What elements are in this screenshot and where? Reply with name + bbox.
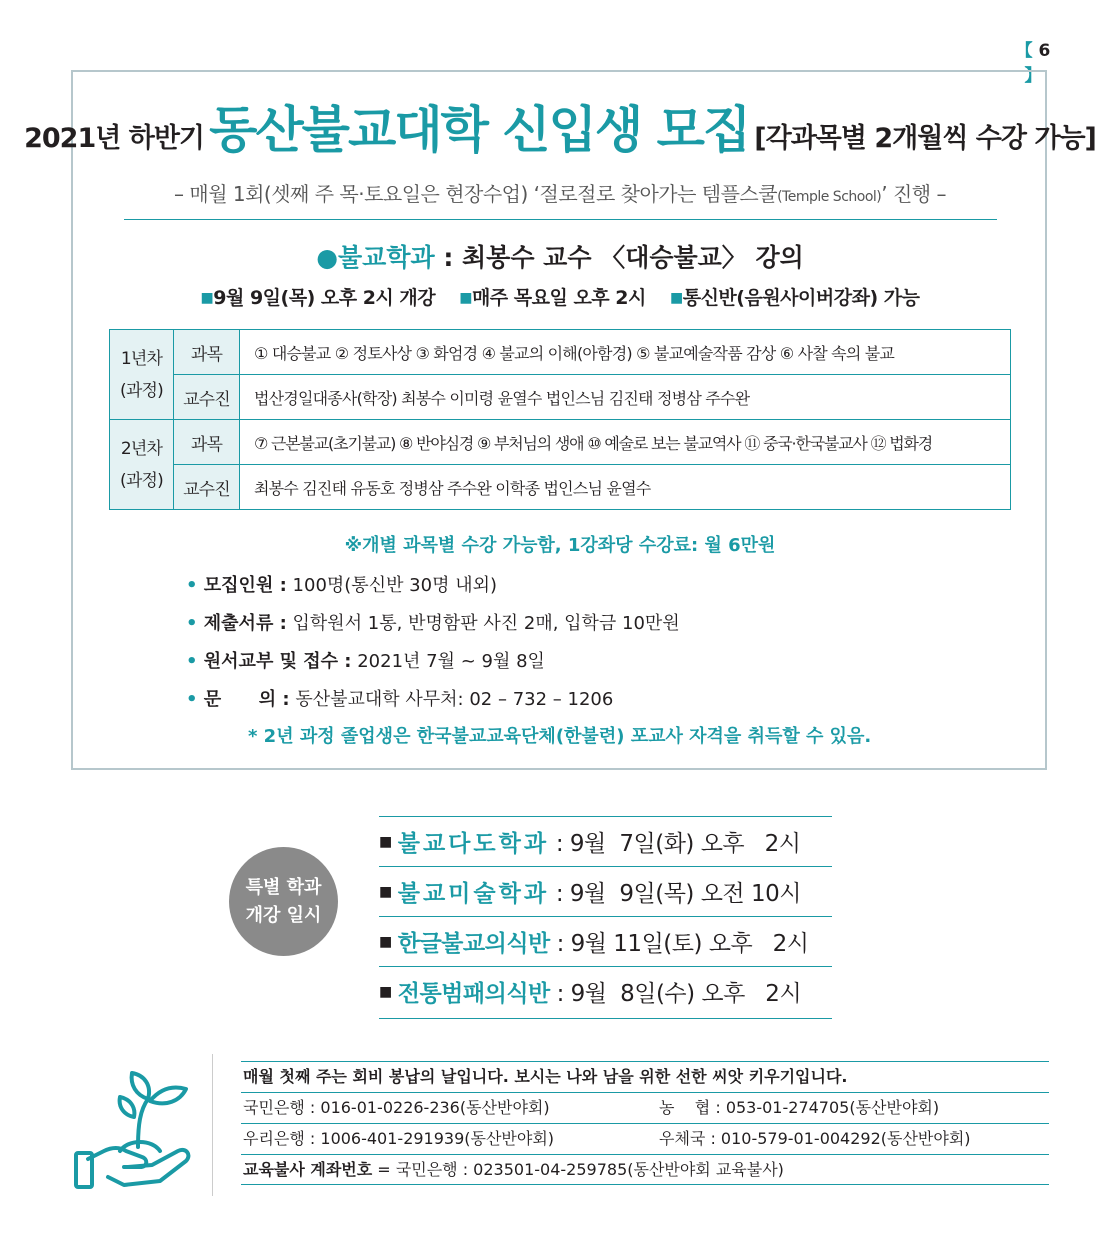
certificate-note: * 2년 과정 졸업생은 한국불교교육단체(한불련) 포교사 자격을 취득할 수 있음. — [248, 726, 872, 747]
info-application: • 원서교부 및 접수 : 2021년 7월 ~ 9월 8일 — [186, 651, 545, 672]
special-item: ■ 한글불교의식반 : 9월 11일(토) 오후 2시 — [379, 916, 832, 966]
title-prefix: 2021년 하반기 — [24, 123, 204, 154]
subjects-label: 과목 — [174, 330, 240, 375]
department-schedule — [0, 283, 1120, 310]
faculty-label: 교수진 — [174, 465, 240, 510]
special-item: ■ 불교미술학과 : 9월 9일(목) 오전 10시 — [379, 866, 832, 916]
faculty-list: 최봉수 김진태 유동호 정병삼 주수완 이학종 법인스님 윤열수 — [240, 465, 1011, 510]
table-row — [110, 465, 1011, 510]
table-row — [110, 330, 1011, 375]
page-title — [0, 90, 1120, 162]
account-row: 국민은행 : 016-01-0226-236(동산반야회) 농 협 : 053-01-274705(동산반야회) — [241, 1092, 1049, 1123]
square-bullet-icon: ■ — [669, 290, 683, 306]
schedule-weekly: 매주 목요일 오후 2시 — [471, 287, 646, 309]
fee-note: ※개별 과목별 수강 가능함, 1강좌당 수강료: 월 6만원 — [344, 535, 776, 556]
page-number-value: 6 — [1038, 41, 1051, 61]
title-divider — [124, 219, 997, 220]
department-lecture: : 최봉수 교수 〈대승불교〉 강의 — [434, 243, 804, 272]
special-item: ■ 불교다도학과 : 9월 7일(화) 오후 2시 — [379, 816, 832, 866]
faculty-list: 법산경일대종사(학장) 최봉수 이미령 윤열수 법인스님 김진태 정병삼 주수완 — [240, 375, 1011, 420]
title-suffix: [각과목별 2개월씩 수강 가능] — [754, 123, 1096, 154]
year-cell: 2년차 (과정) — [110, 420, 174, 510]
info-documents: • 제출서류 : 입학원서 1통, 반명함판 사진 2매, 입학금 10만원 — [186, 613, 680, 634]
edu-account-row: 교육불사 계좌번호 = 국민은행 : 023501-04-259785(동산반야회 교육불사) — [241, 1154, 1049, 1185]
info-recruit: • 모집인원 : 100명(통신반 30명 내외) — [186, 575, 497, 596]
subjects-list: ① 대승불교 ② 정토사상 ③ 화엄경 ④ 불교의 이해(아함경) ⑤ 불교예술작품 감상 ⑥ 사찰 속의 불교 — [240, 330, 1011, 375]
bullet-icon: ● — [316, 243, 339, 272]
subjects-list: ⑦ 근본불교(초기불교) ⑧ 반야심경 ⑨ 부처님의 생애 ⑩ 예술로 보는 불교역사 ⑪ 중국·한국불교사 ⑫ 법화경 — [240, 420, 1011, 465]
square-bullet-icon: ■ — [200, 290, 214, 306]
schedule-remote: 통신반(음원사이버강좌) 가능 — [682, 287, 920, 309]
department-name: 불교학과 — [338, 243, 435, 272]
account-row: 우리은행 : 1006-401-291939(동산반야회) 우체국 : 010-579-01-004292(동산반야회) — [241, 1123, 1049, 1154]
subtitle-main: – 매월 1회(셋째 주 목·토요일은 현장수업) ‘절로절로 찾아가는 템플스쿨 — [174, 182, 778, 206]
title-main: 동산불교대학 신입생 모집 — [209, 101, 750, 159]
special-badge: 특별 학과 개강 일시 — [229, 847, 338, 956]
special-item: ■ 전통범패의식반 : 9월 8일(수) 오후 2시 — [379, 966, 832, 1016]
table-row — [110, 375, 1011, 420]
info-contact: • 문 의 : 동산불교대학 사무처: 02 – 732 – 1206 — [186, 689, 614, 710]
subtitle-small: (Temple School) — [777, 189, 882, 205]
subtitle — [0, 178, 1120, 207]
page-number: 【 6 】 — [1015, 41, 1051, 86]
donation-headline: 매월 첫째 주는 회비 봉납의 날입니다. 보시는 나와 남을 위한 선한 씨앗 키우기입니다. — [241, 1061, 1049, 1092]
donation-divider — [212, 1054, 213, 1196]
table-row — [110, 420, 1011, 465]
donation-bottom-rule — [241, 1184, 1049, 1185]
department-heading — [0, 238, 1120, 274]
year-cell: 1년차 (과정) — [110, 330, 174, 420]
hand-with-seedling-icon — [68, 1055, 200, 1193]
special-divider — [379, 1018, 832, 1019]
subjects-label: 과목 — [174, 420, 240, 465]
square-bullet-icon: ■ — [459, 290, 472, 306]
subtitle-end: ’ 진행 – — [881, 182, 946, 206]
schedule-start: 9월 9일(목) 오후 2시 개강 — [213, 287, 436, 309]
curriculum-table — [109, 329, 1011, 510]
faculty-label: 교수진 — [174, 375, 240, 420]
